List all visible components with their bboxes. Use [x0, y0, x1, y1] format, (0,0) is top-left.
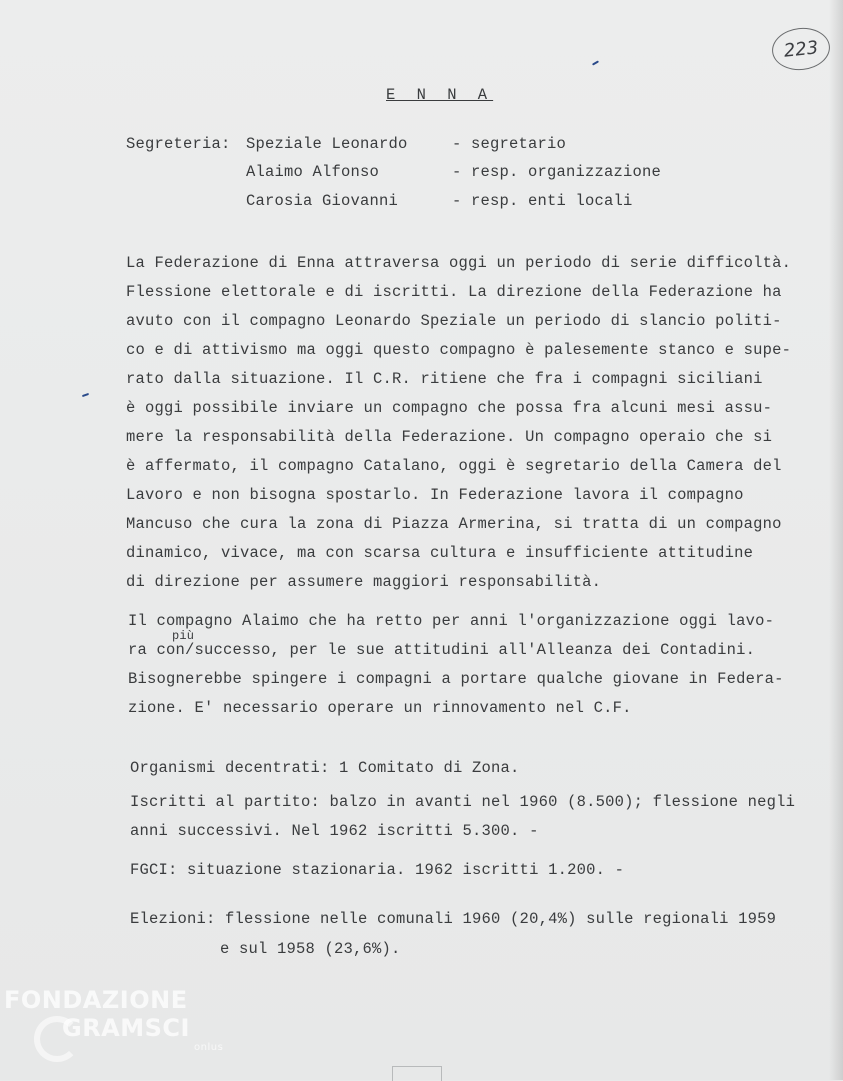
- page-edge-shadow: [829, 0, 843, 1080]
- paragraph-line: Flessione elettorale e di iscritti. La direzione della Federazione ha: [126, 283, 782, 301]
- iscritti-line: anni successivi. Nel 1962 iscritti 5.300. -: [130, 822, 539, 840]
- paragraph-line: La Federazione di Enna attraversa oggi un periodo di serie difficoltà.: [126, 254, 792, 272]
- paragraph-line: Mancuso che cura la zona di Piazza Armerina, si tratta di un compagno: [126, 515, 782, 533]
- paragraph-line: di direzione per assumere maggiori responsabilità.: [126, 573, 602, 591]
- paragraph-line: Bisognerebbe spingere i compagni a portare qualche giovane in Federa-: [128, 670, 784, 688]
- secretariat-member-name: Carosia Giovanni: [246, 192, 399, 210]
- paragraph-line: è affermato, il compagno Catalano, oggi è segretario della Camera del: [126, 457, 782, 475]
- elezioni-line: Elezioni: flessione nelle comunali 1960 (20,4%) sulle regionali 1959: [130, 910, 777, 928]
- elezioni-line: e sul 1958 (23,6%).: [220, 940, 401, 958]
- paragraph-line: avuto con il compagno Leonardo Speziale un periodo di slancio politi-: [126, 312, 782, 330]
- iscritti-line: Iscritti al partito: balzo in avanti nel 1960 (8.500); flessione negli: [130, 793, 796, 811]
- paragraph-line: rato dalla situazione. Il C.R. ritiene che fra i compagni siciliani: [126, 370, 763, 388]
- logo-line-1: FONDAZIONE: [4, 986, 188, 1014]
- secretariat-member-role: - segretario: [452, 135, 567, 153]
- secretariat-member-role: - resp. organizzazione: [452, 163, 662, 181]
- foundation-logo: [4, 988, 223, 1053]
- paragraph-line: mere la responsabilità della Federazione. Un compagno operaio che si: [126, 428, 773, 446]
- secretariat-member-name: Alaimo Alfonso: [246, 163, 380, 181]
- secretariat-member-role: - resp. enti locali: [452, 192, 633, 210]
- page-number: 223: [770, 25, 832, 73]
- pen-mark: [592, 60, 599, 65]
- organismi-line: Organismi decentrati: 1 Comitato di Zona.: [130, 759, 520, 777]
- archive-stamp: [392, 1066, 442, 1081]
- paragraph-line: co e di attivismo ma oggi questo compagno è palesemente stanco e supe-: [126, 341, 792, 359]
- handwritten-insertion: più: [172, 629, 195, 643]
- paragraph-line: è oggi possibile inviare un compagno che possa fra alcuni mesi assu-: [126, 399, 773, 417]
- paragraph-line: Lavoro e non bisogna spostarlo. In Federazione lavora il compagno: [126, 486, 744, 504]
- paragraph-line: dinamico, vivace, ma con scarsa cultura e insufficiente attitudine: [126, 544, 754, 562]
- document-title: E N N A: [386, 86, 494, 104]
- paragraph-line: ra con/successo, per le sue attitudini all'Alleanza dei Contadini.: [128, 641, 756, 659]
- fgci-line: FGCI: situazione stazionaria. 1962 iscritti 1.200. -: [130, 861, 625, 879]
- logo-line-3: onlus: [194, 1042, 224, 1053]
- paragraph-line: zione. E' necessario operare un rinnovamento nel C.F.: [128, 699, 632, 717]
- logo-line-2: GRAMSCI: [62, 1014, 190, 1042]
- secretariat-label: Segreteria:: [126, 135, 231, 153]
- paragraph-line: Il compagno Alaimo che ha retto per anni l'organizzazione oggi lavo-: [128, 612, 775, 630]
- secretariat-member-name: Speziale Leonardo: [246, 135, 408, 153]
- pen-mark: [82, 393, 89, 397]
